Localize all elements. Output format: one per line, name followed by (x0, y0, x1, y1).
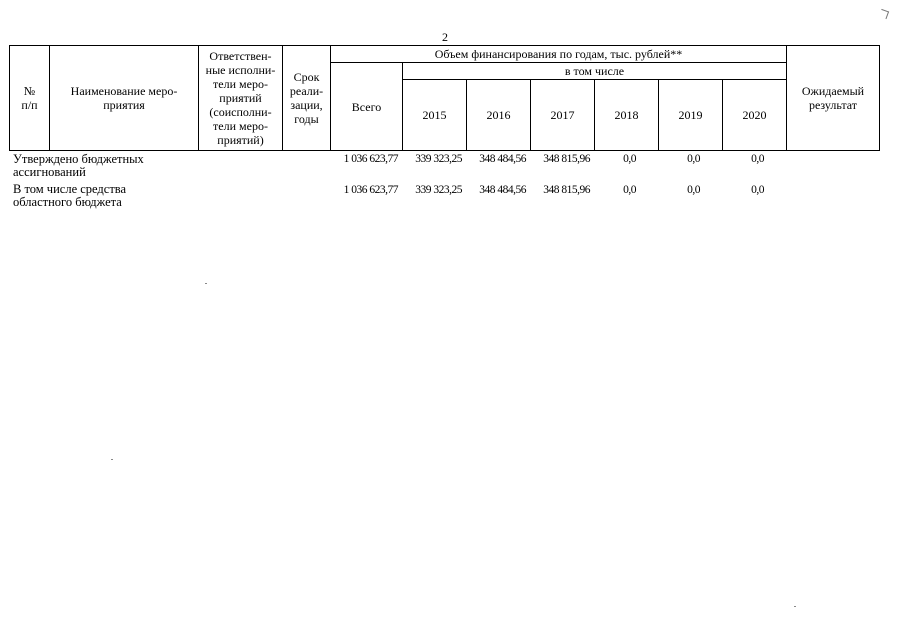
header-year: 2017 (531, 80, 595, 151)
header-funding: Объем финансирования по годам, тыс. рублей** (331, 46, 787, 63)
header-term: Срок реали- зации, годы (283, 46, 331, 151)
row-total: 1 036 623,77 (343, 184, 398, 196)
row-value-2015: 339 323,25 (415, 184, 462, 196)
page-number: 2 (442, 30, 448, 44)
row-value-2017: 348 815,96 (543, 153, 590, 165)
scan-mark (879, 9, 889, 19)
budget-table-header (9, 45, 880, 151)
header-year: 2016 (467, 80, 531, 151)
row-value-2018: 0,0 (623, 153, 636, 165)
row-label: Утверждено бюджетных ассигнований (13, 152, 144, 179)
header-number: № п/п (10, 46, 50, 151)
header-year: 2018 (595, 80, 659, 151)
header-year: 2015 (403, 80, 467, 151)
row-value-2020: 0,0 (751, 153, 764, 165)
table-row (0, 152, 905, 182)
scan-speck (794, 606, 796, 607)
row-value-2016: 348 484,56 (479, 153, 526, 165)
scan-speck (205, 283, 207, 284)
row-value-2019: 0,0 (687, 153, 700, 165)
row-value-2018: 0,0 (623, 184, 636, 196)
header-total: Всего (331, 63, 403, 151)
header-including: в том числе (403, 63, 787, 80)
row-value-2020: 0,0 (751, 184, 764, 196)
row-value-2016: 348 484,56 (479, 184, 526, 196)
row-label: В том числе средства областного бюджета (13, 182, 127, 209)
header-year: 2019 (659, 80, 723, 151)
row-value-2015: 339 323,25 (415, 153, 462, 165)
header-responsible: Ответствен- ные исполни- тели меро- приятий (соисполни- тели меро- приятий) (199, 46, 283, 151)
header-expected-result: Ожидаемый результат (787, 46, 880, 151)
row-value-2017: 348 815,96 (543, 184, 590, 196)
row-total: 1 036 623,77 (343, 153, 398, 165)
header-year: 2020 (723, 80, 787, 151)
header-activity-name: Наименование меро- приятия (50, 46, 199, 151)
row-value-2019: 0,0 (687, 184, 700, 196)
scan-speck (111, 459, 113, 460)
table-row (0, 183, 905, 213)
